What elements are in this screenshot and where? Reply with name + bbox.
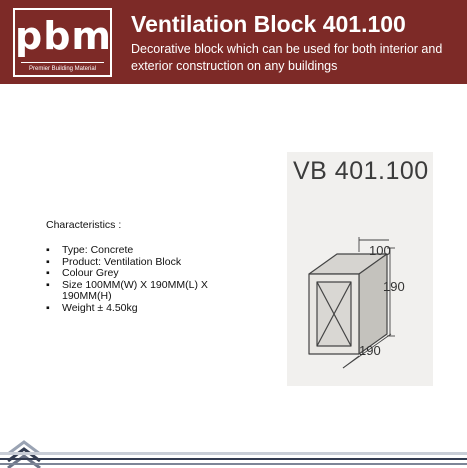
page-subtitle: Decorative block which can be used for both interior and exterior construction on any buildings	[131, 42, 443, 73]
page-title: Ventilation Block 401.100	[131, 11, 406, 37]
bullet-icon: ▪	[46, 255, 50, 268]
pbm-logo	[13, 8, 112, 77]
list-item-text: Size 100MM(W) X 190MM(L) X 190MM(H)	[62, 278, 208, 302]
list-item	[46, 303, 222, 315]
footer-rule	[0, 458, 467, 460]
bullet-icon: ▪	[46, 244, 50, 256]
characteristics-list	[46, 245, 222, 314]
bullet-icon: ▪	[46, 301, 50, 314]
list-item	[46, 280, 222, 303]
width-dimension-label: 190	[359, 343, 381, 358]
list-item-text: Colour Grey	[62, 267, 119, 279]
bullet-icon: ▪	[46, 267, 50, 279]
footer-rule	[0, 463, 467, 465]
height-dimension-label: 190	[383, 279, 405, 294]
logo-divider	[21, 62, 104, 63]
depth-dimension-label: 100	[369, 243, 391, 258]
bullet-icon: ▪	[46, 278, 50, 291]
list-item-text: Type: Concrete	[62, 244, 134, 256]
product-drawing	[287, 152, 433, 386]
list-item-text: Product: Ventilation Block	[62, 255, 182, 268]
footer-rule	[0, 452, 467, 455]
drawing-title: VB 401.100	[293, 157, 429, 185]
list-item-text: Weight ± 4.50kg	[62, 301, 138, 314]
header-banner	[0, 0, 467, 84]
logo-wordmark: pbm	[15, 14, 112, 58]
width-extension	[343, 356, 359, 368]
characteristics-heading: Characteristics :	[46, 219, 122, 231]
logo-tagline: Premier Building Material	[28, 66, 97, 72]
